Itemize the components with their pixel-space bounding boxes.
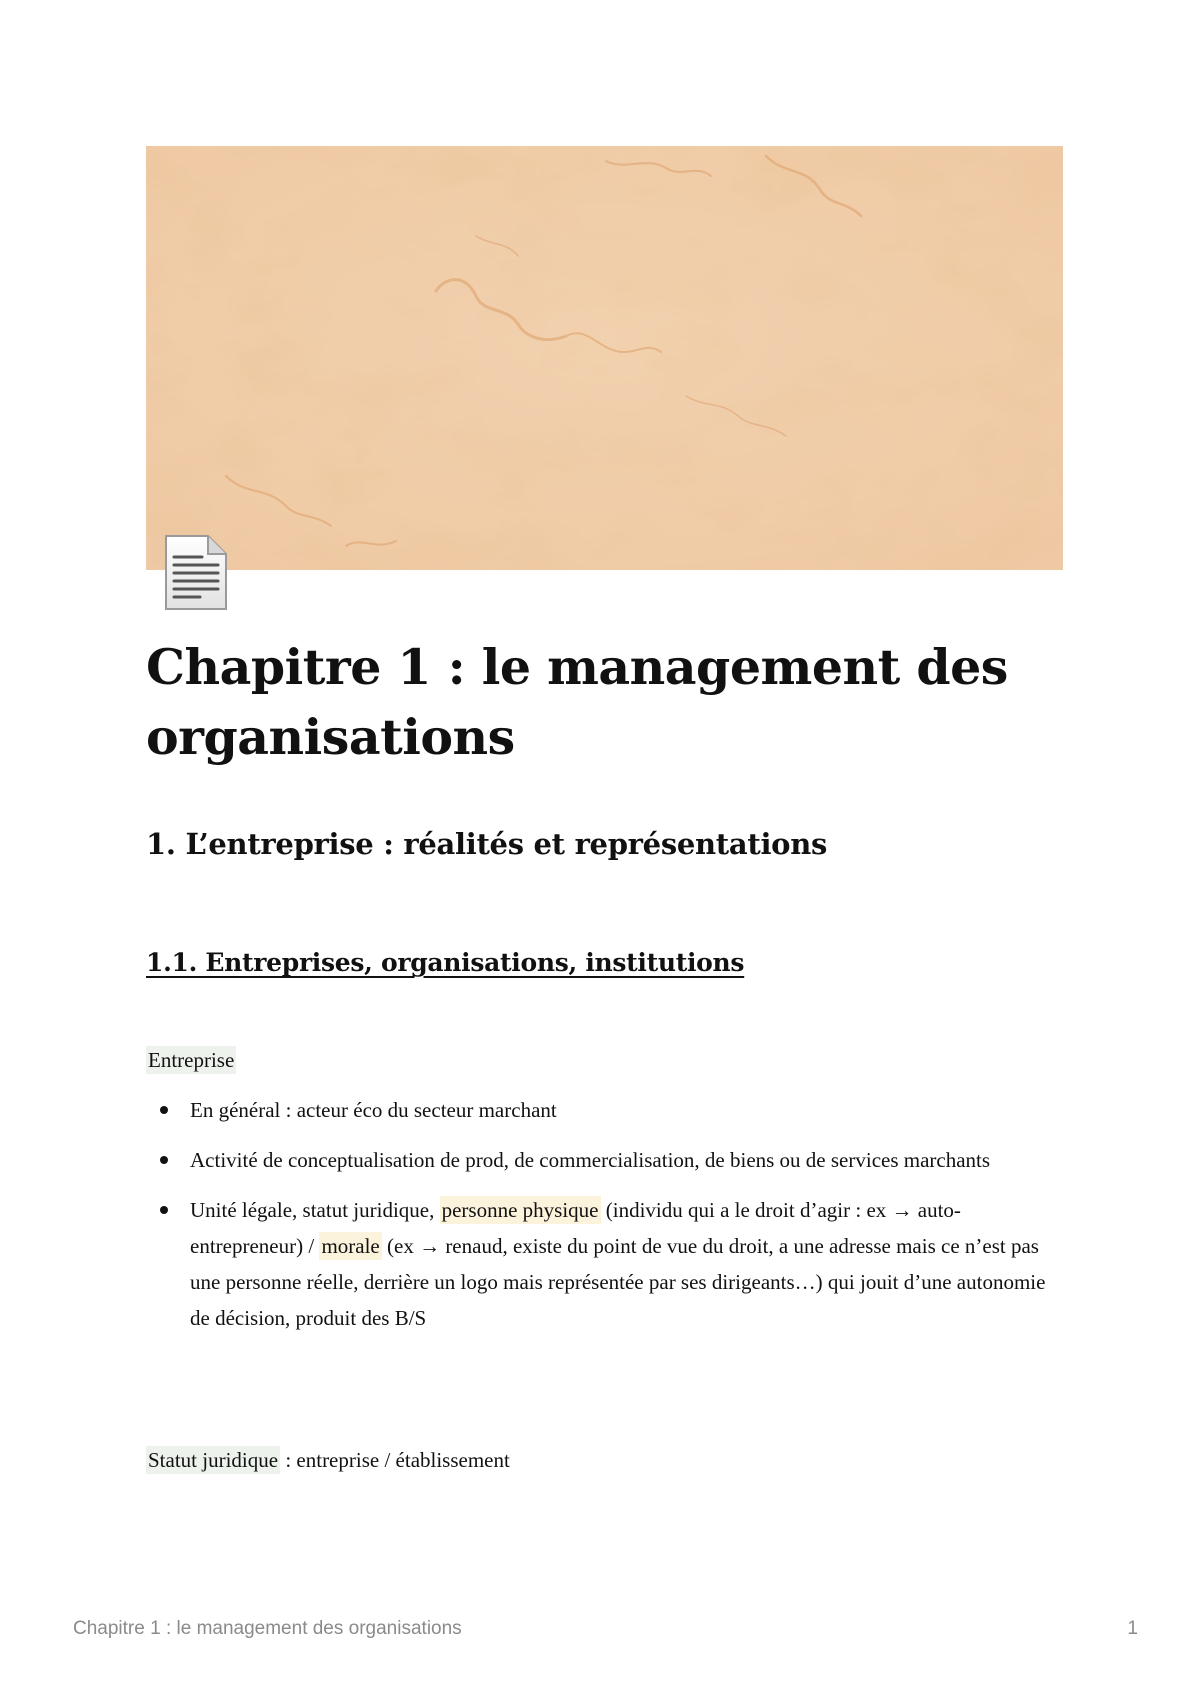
section-heading: 1. L’entreprise : réalités et représentations	[146, 827, 828, 861]
page-title: Chapitre 1 : le management des organisations	[146, 638, 1008, 766]
bullet-icon	[160, 1206, 168, 1214]
cover-image	[146, 146, 1063, 570]
list-item-text-middle: (individu qui a le droit d’agir : ex → auto-entrepreneur) /	[190, 1198, 961, 1258]
list-item-text-start: Unité légale, statut juridique,	[190, 1198, 440, 1222]
footer-title: Chapitre 1 : le management des organisations	[73, 1618, 462, 1639]
list-item-text: Activité de conceptualisation de prod, de commercialisation, de biens ou de services marchants	[190, 1148, 991, 1172]
bullet-icon	[160, 1106, 168, 1114]
marble-texture-cover	[146, 146, 1063, 570]
entreprise-label: Entreprise	[148, 1048, 235, 1072]
statut-text: : entreprise / établissement	[280, 1448, 510, 1472]
entreprise-bullet-list	[146, 1092, 1066, 1350]
statut-label: Statut juridique	[148, 1448, 279, 1472]
document-icon	[160, 533, 232, 613]
list-item	[146, 1092, 1066, 1128]
subsection-heading: 1.1. Entreprises, organisations, institutions	[146, 948, 745, 977]
statut-paragraph	[146, 1442, 510, 1478]
entreprise-paragraph	[146, 1042, 236, 1078]
list-item	[146, 1192, 1066, 1336]
bullet-icon	[160, 1156, 168, 1164]
highlight-morale: morale	[321, 1234, 380, 1258]
footer-page-number: 1	[1127, 1618, 1138, 1639]
list-item	[146, 1142, 1066, 1178]
highlight-personne-physique: personne physique	[441, 1198, 599, 1222]
list-item-text-end: (ex → renaud, existe du point de vue du droit, a une adresse mais ce n’est pas une personne réelle, derrière un logo mais représentée par ses dirigeants…) qui jouit d’une autonomie de décision, produit des B/S	[190, 1234, 1046, 1330]
list-item-text: En général : acteur éco du secteur marchant	[190, 1098, 557, 1122]
